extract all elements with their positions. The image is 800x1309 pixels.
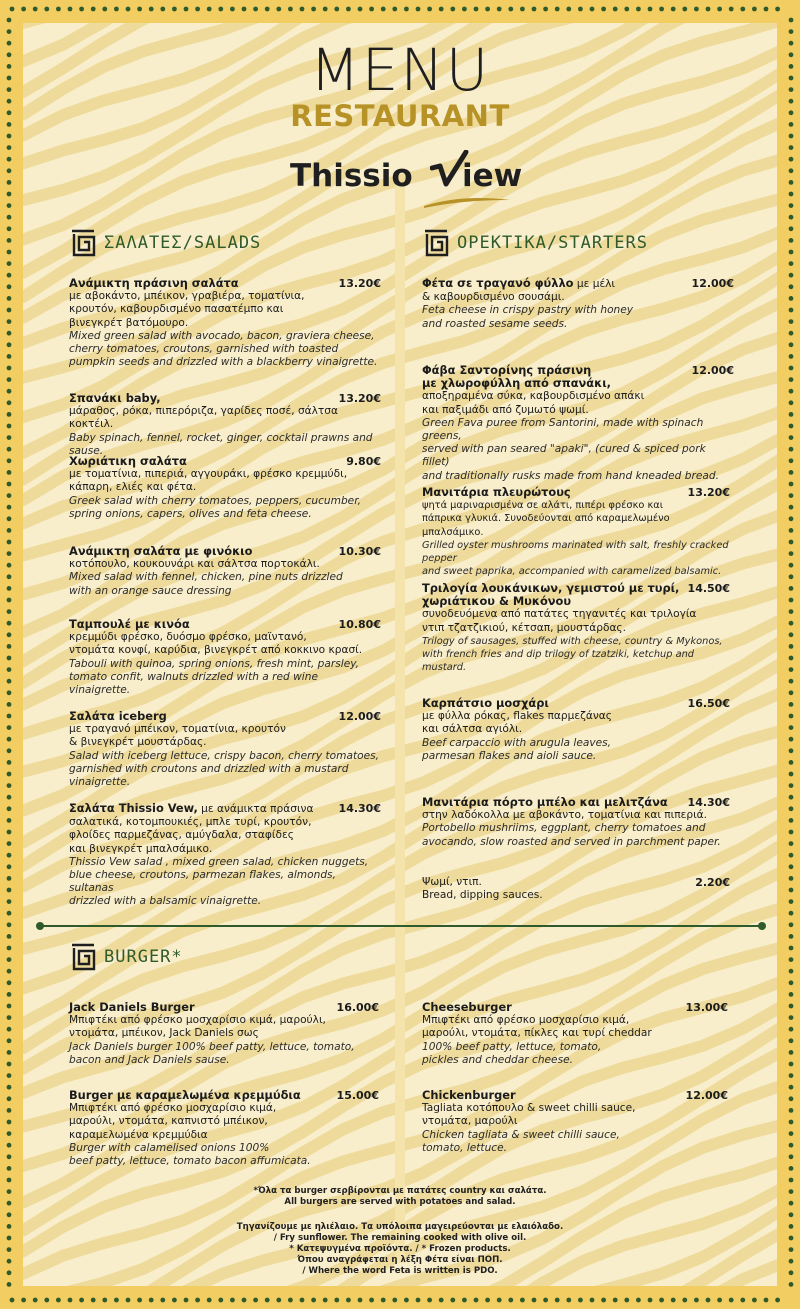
menu-item (422, 486, 730, 578)
menu-item (422, 277, 734, 331)
menu-item (422, 1001, 728, 1067)
item-price: 12.00€ (691, 277, 734, 290)
item-description-greek: μάραθος, ρόκα, πιπερόριζα, γαρίδες ποσέ, σάλτσα κοκτέιλ. (69, 405, 339, 431)
menu-item (422, 1089, 728, 1155)
item-price: 14.30€ (687, 796, 730, 809)
item-description-english: Beef carpaccio with arugula leaves, parmesan flakes and aioli sauce. (422, 736, 612, 762)
item-price: 10.30€ (338, 545, 381, 558)
menu-item (422, 582, 730, 674)
greek-key-icon (70, 943, 96, 971)
menu-item (69, 455, 381, 521)
item-name: Μανιτάρια πόρτο μπέλο και μελιτζάνα (422, 795, 668, 809)
item-name: Φέτα σε τραγανό φύλλο (422, 276, 574, 290)
item-name: Cheeseburger (422, 1000, 512, 1014)
brand-logo (290, 150, 530, 210)
item-name: Φάβα Σαντορίνης πράσινη με χλωροφύλλη από σπανάκι, (422, 363, 611, 391)
item-description: Ψωμί, ντιπ. Bread, dipping sauces. (422, 876, 543, 902)
item-description-greek: σαλατικά, κοτομπουκιές, μπλε τυρί, κρουτόν, φλοίδες παρμεζάνας, αμύγδαλα, σταφίδες και βινεγκρέτ μπαλσάμικο. (69, 816, 312, 855)
item-price: 13.20€ (687, 486, 730, 499)
item-description-english: Thissio Vew salad , mixed green salad, chicken nuggets, blue cheese, croutons, parmezan flakes, almonds, sultanas drizzled with a balsamic vinaigrette. (69, 855, 369, 908)
item-name: Χωριάτικη σαλάτα (69, 454, 187, 468)
item-price: 12.00€ (685, 1089, 728, 1102)
item-name: Ανάμικτη σαλάτα με φινόκιο (69, 544, 253, 558)
brand-suffix: iew (462, 158, 523, 194)
brand-swoosh-icon (422, 194, 512, 210)
item-price: 16.50€ (687, 697, 730, 710)
menu-title: MENU (309, 36, 491, 104)
salads-section-header (70, 229, 261, 257)
item-price: 14.50€ (687, 582, 730, 595)
item-description-english: Grilled oyster mushrooms marinated with salt, freshly cracked pepper and sweet paprika, accompanied with caramelized balsamic. (422, 539, 729, 578)
item-price: 2.20€ (695, 876, 730, 889)
item-name: Jack Daniels Burger (69, 1000, 195, 1014)
item-description-greek: κρεμμύδι φρέσκο, δυόσμο φρέσκο, μαϊντανό, ντομάτα κονφί, καρύδια, βινεγκρέτ από κοκκινο κρασί. (69, 631, 363, 657)
item-description-english: Chicken tagliata & sweet chilli sauce, tomato, lettuce. (422, 1128, 620, 1154)
item-name: Μανιτάρια πλευρώτους (422, 485, 571, 499)
item-name: Ταμπουλέ με κινόα (69, 617, 190, 631)
item-name: Σαλάτα Thissio Vew, (69, 801, 198, 815)
item-description-english: Jack Daniels burger 100% beef patty, lettuce, tomato, bacon and Jack Daniels sause. (69, 1040, 355, 1066)
item-price: 13.20€ (338, 277, 381, 290)
menu-item (69, 392, 381, 458)
greek-key-icon (70, 229, 96, 257)
item-description-english: Burger with calamelised onions 100% beef patty, lettuce, tomato bacon affumicata. (69, 1141, 311, 1168)
item-description-greek: Μπιφτέκι από φρέσκο μοσχαρίσιο κιμά, μαρούλι, ντομάτα, μπέικον, Jack Daniels σως (69, 1014, 326, 1040)
item-price: 13.00€ (685, 1001, 728, 1014)
item-name-suffix: με μέλι (573, 278, 616, 290)
menu-header (0, 36, 800, 133)
item-description-greek: κοτόπουλο, κουκουνάρι και σάλτσα πορτοκάλι. (69, 558, 320, 571)
item-description-english: Salad with iceberg lettuce, crispy bacon, cherry tomatoes, garnished with croutons and drizzled with a mustard vinaigrette. (69, 749, 379, 789)
item-name: Σαλάτα iceberg (69, 709, 167, 723)
item-price: 9.80€ (346, 455, 381, 468)
burger-footnote: *Όλα τα burger σερβίρονται με πατάτες country και σαλάτα. All burgers are served with potatoes and salad. (253, 1186, 547, 1207)
general-footnote: Τηγανίζουμε με ηλιέλαιο. Τα υπόλοιπα μαγειρεύονται με ελαιόλαδο. / Fry sunflower. The remaining cooked with olive oil. * Κατεψυγμένα προϊόντα. / * Frozen products. Όπου αναγράφεται η λέξη Φέτα είναι ΠΟΠ. / Where the word Feta is written is PDO. (236, 1222, 564, 1276)
item-price: 10.80€ (338, 618, 381, 631)
starters-title: ΟΡΕΚΤΙΚΑ/STARTERS (457, 233, 648, 253)
item-price: 14.30€ (338, 802, 381, 815)
menu-item (422, 697, 730, 763)
menu-item (69, 1001, 379, 1067)
item-price: 13.20€ (338, 392, 381, 405)
item-description-greek: με αβοκάντο, μπέικον, γραβιέρα, τοματίνια, κρουτόν, καβουρδισμένο πασατέμπο και βινεγκρέτ βατόμουρο. (69, 290, 305, 329)
item-name: Σπανάκι baby, (69, 391, 161, 405)
restaurant-subtitle: RESTAURANT (290, 99, 510, 133)
menu-item (69, 545, 381, 598)
item-description-greek: ψητά μαριναρισμένα σε αλάτι, πιπέρι φρέσκο και πάπρικα γλυκιά. Συνοδεύονται από καραμελωμένο μπαλσάμικο. (422, 500, 670, 538)
item-description-english: Tabouli with quinoa, spring onions, fresh mint, parsley, tomato confit, walnuts drizzled with a red wine vinaigrette. (69, 657, 360, 697)
item-name-suffix: με ανάμικτα πράσινα (197, 803, 314, 815)
item-description-english: Feta cheese in crispy pastry with honey and roasted sesame seeds. (422, 304, 634, 330)
item-name: Τριλογία λουκάνικων, γεμιστού με τυρί, χωριάτικου & Μυκόνου (422, 581, 680, 609)
item-description-greek: με φύλλα ρόκας, flakes παρμεζάνας και σάλτσα αγιόλι. (422, 710, 612, 736)
item-price: 12.00€ (338, 710, 381, 723)
menu-item (422, 876, 730, 902)
brand-prefix: Thissio (290, 158, 413, 194)
menu-item (422, 796, 730, 849)
item-description-english: Mixed salad with fennel, chicken, pine nuts drizzled with an orange sauce dressing (69, 571, 343, 597)
menu-item (69, 277, 381, 369)
item-name: Burger με καραμελωμένα κρεμμύδια (69, 1088, 301, 1102)
item-description-greek: & καβουρδισμένο σουσάμι. (422, 291, 565, 304)
section-divider (40, 925, 762, 927)
item-name: Καρπάτσιο μοσχάρι (422, 696, 549, 710)
item-description-english: Mixed green salad with avocado, bacon, graviera cheese, cherry tomatoes, croutons, garnished with toasted pumpkin seeds and drizzled with a blackberry vinaigrette. (69, 329, 378, 369)
item-description-english: Portobello mushriims, eggplant, cherry tomatoes and avocando, slow roasted and served in parchment paper. (422, 822, 721, 848)
menu-item (69, 1089, 379, 1168)
item-description-english: Greek salad with cherry tomatoes, peppers, cucumber, spring onions, capers, olives and feta cheese. (69, 494, 361, 520)
item-description-greek: Μπιφτέκι από φρέσκο μοσχαρίσιο κιμά, μαρούλι, ντομάτα, καπνιστό μπέικον, καραμελωμένα κρεμμύδια (69, 1102, 277, 1141)
item-description-english: Trilogy of sausages, stuffed with cheese, country & Mykonos, with french fries and dip trilogy of tzatziki, ketchup and mustard. (422, 635, 723, 674)
menu-item (422, 364, 734, 483)
item-description-greek: Μπιφτέκι από φρέσκο μοσχαρίσιο κιμά, μαρούλι, ντομάτα, πίκλες και τυρί cheddar (422, 1014, 652, 1040)
item-price: 16.00€ (336, 1001, 379, 1014)
menu-item (69, 710, 381, 789)
item-description-greek: συνοδευόμενα από πατάτες τηγανιτές και τριλογία ντιπ τζατζικιού, κέτσαπ, μουστάρδας. (422, 608, 697, 634)
item-description-english: Green Fava puree from Santorini, made with spinach greens, served with pan seared "apaki", (cured & spiced pork fillet) and traditionally rusks made from hand kneaded bread. (422, 416, 719, 482)
burger-section-header (70, 943, 183, 971)
greek-key-icon (423, 229, 449, 257)
item-name: Ανάμικτη πράσινη σαλάτα (69, 276, 239, 290)
burger-title: BURGER* (104, 947, 183, 967)
item-price: 12.00€ (691, 364, 734, 377)
item-description-greek: αποξηραμένα σύκα, καβουρδισμένο απάκι και παξιμάδι από ζυμωτό ψωμί. (422, 390, 645, 416)
item-description-greek: με τοματίνια, πιπεριά, αγγουράκι, φρέσκο κρεμμύδι, κάπαρη, ελιές και φέτα. (69, 468, 348, 494)
item-price: 15.00€ (336, 1089, 379, 1102)
item-description-greek: Tagliata κοτόπουλο & sweet chilli sauce, ντομάτα, μαρούλι (422, 1102, 636, 1128)
menu-item (69, 802, 381, 909)
item-description-english: Baby spinach, fennel, rocket, ginger, cocktail prawns and sause. (69, 431, 373, 457)
item-description-english: 100% beef patty, lettuce, tomato, pickles and cheddar cheese. (422, 1040, 602, 1066)
item-description-greek: στην λαδόκολλα με αβοκάντο, τοματίνια και πιπεριά. (422, 809, 708, 822)
salads-title: ΣΑΛΑΤΕΣ/SALADS (104, 233, 262, 253)
item-name: Chickenburger (422, 1088, 516, 1102)
item-description-greek: με τραγανό μπέικον, τοματίνια, κρουτόν & βινεγκρέτ μουστάρδας. (69, 723, 286, 749)
menu-item (69, 618, 381, 697)
starters-section-header (423, 229, 648, 257)
